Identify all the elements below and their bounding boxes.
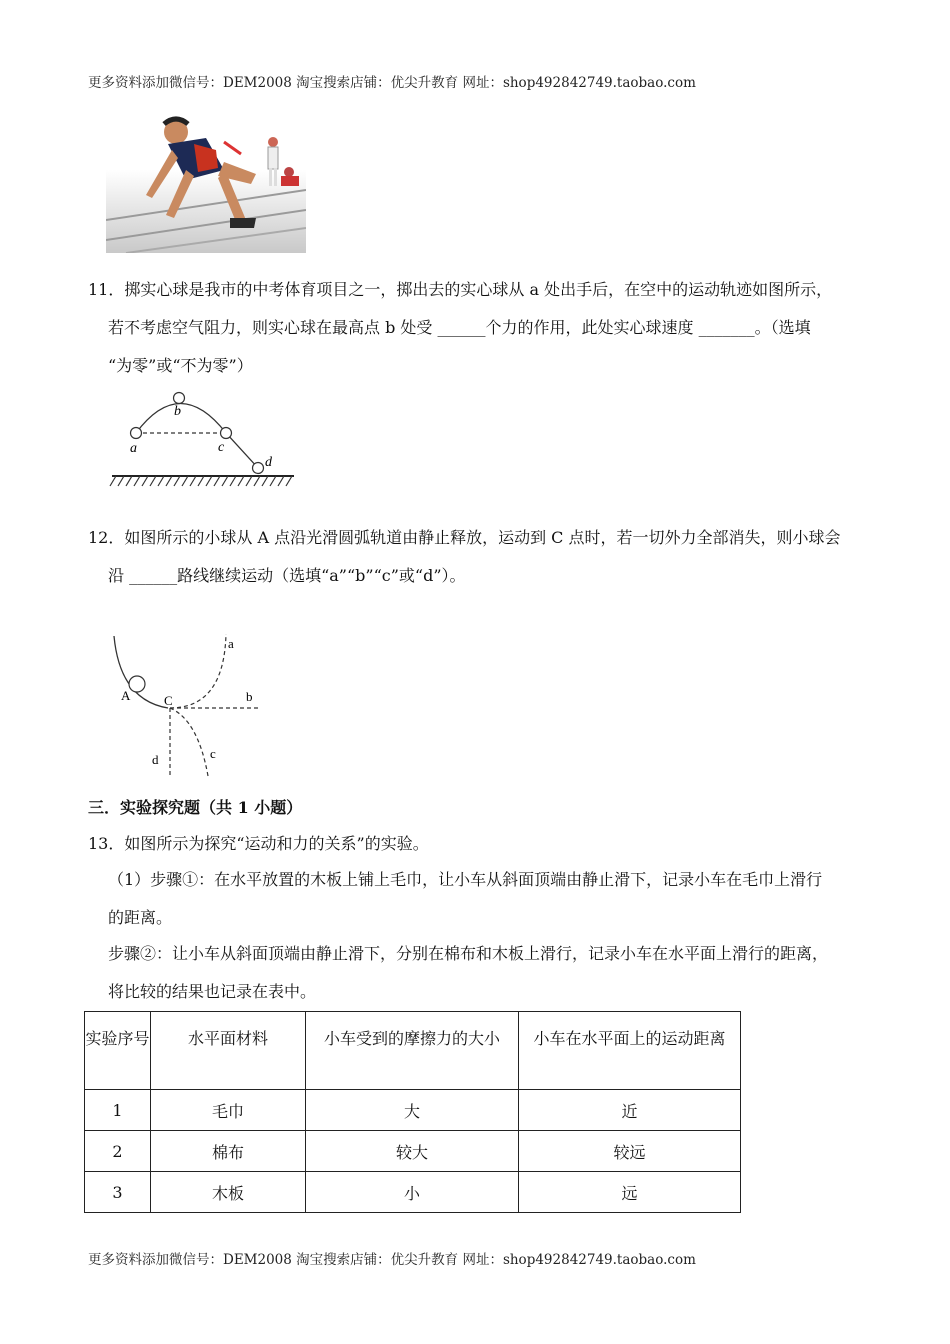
cell-material: 棉布 — [151, 1131, 306, 1172]
cell-distance: 近 — [519, 1090, 741, 1131]
cell-material: 木板 — [151, 1172, 306, 1213]
q11-label-a: a — [130, 441, 137, 456]
q13-step2-line-b: 将比较的结果也记录在表中。 — [108, 982, 317, 1001]
header-cell-material: 水平面材料 — [151, 1012, 306, 1090]
cell-index: 1 — [85, 1090, 151, 1131]
q13-line-1: 13．如图所示为探究“运动和力的关系”的实验。 — [88, 834, 429, 853]
q12-arc-track-figure — [106, 630, 266, 780]
cell-friction: 大 — [306, 1090, 519, 1131]
cell-index: 2 — [85, 1131, 151, 1172]
table-row — [85, 1172, 741, 1213]
q12-label-c: c — [210, 746, 216, 761]
cell-distance: 较远 — [519, 1131, 741, 1172]
q11-line-3: “为零”或“不为零”） — [108, 356, 253, 375]
cell-index: 3 — [85, 1172, 151, 1213]
table-header-row — [85, 1012, 741, 1090]
q12-label-C: C — [164, 693, 173, 708]
section-heading: 三．实验探究题（共 1 小题） — [88, 798, 303, 817]
experiment-table — [84, 1011, 741, 1213]
q13-step2-line-a: 步骤②：让小车从斜面顶端由静止滑下，分别在棉布和木板上滑行，记录小车在水平面上滑行的距离， — [108, 944, 829, 963]
cell-friction: 较大 — [306, 1131, 519, 1172]
q11-line-2: 若不考虑空气阻力，则实心球在最高点 b 处受 ______个力的作用，此处实心球速度 _______。（选填 — [108, 318, 811, 337]
q12-line-1: 12．如图所示的小球从 A 点沿光滑圆弧轨道由静止释放，运动到 C 点时，若一切外力全部消失，则小球会 — [88, 528, 841, 547]
q12-label-A: A — [121, 688, 131, 703]
page-header: 更多资料添加微信号：DEM2008 淘宝搜索店铺：优尖升教育 网址：shop492842749.taobao.com — [88, 75, 696, 91]
page-footer: 更多资料添加微信号：DEM2008 淘宝搜索店铺：优尖升教育 网址：shop492842749.taobao.com — [88, 1252, 696, 1268]
header-cell-distance: 小车在水平面上的运动距离 — [519, 1012, 741, 1090]
q12-label-a: a — [228, 636, 234, 651]
q12-line-2: 沿 ______路线继续运动（选填“a”“b”“c”或“d”）。 — [108, 566, 466, 585]
header-cell-friction: 小车受到的摩擦力的大小 — [306, 1012, 519, 1090]
q11-label-d: d — [265, 455, 272, 470]
cell-material: 毛巾 — [151, 1090, 306, 1131]
table-row — [85, 1090, 741, 1131]
q11-label-c: c — [218, 440, 225, 455]
q11-line-1: 11．掷实心球是我市的中考体育项目之一，掷出去的实心球从 a 处出手后，在空中的运动轨迹如图所示， — [88, 280, 833, 299]
q11-label-b: b — [174, 404, 181, 419]
header-cell-index: 实验序号 — [85, 1012, 151, 1090]
cell-friction: 小 — [306, 1172, 519, 1213]
q11-trajectory-figure — [108, 388, 300, 492]
cell-distance: 远 — [519, 1172, 741, 1213]
q12-label-b: b — [246, 689, 253, 704]
q13-step1-line-a: （1）步骤①：在水平放置的木板上铺上毛巾，让小车从斜面顶端由静止滑下，记录小车在毛巾上滑行 — [108, 870, 823, 889]
q12-label-d: d — [152, 752, 159, 767]
q13-step1-line-b: 的距离。 — [108, 908, 173, 927]
sprinter-photo — [106, 110, 306, 253]
table-row — [85, 1131, 741, 1172]
